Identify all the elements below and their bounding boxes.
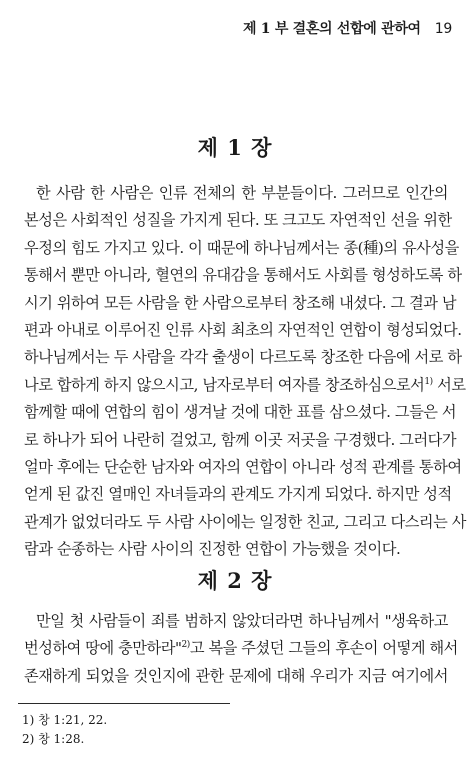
text-line: 하나님께서는 두 사람을 각각 출생이 다르도록 창조한 다음에 서로 하 — [24, 348, 462, 367]
chapter-2-title: 제 2 장 — [197, 568, 273, 593]
text-line: 얻게 된 값진 열매인 자녀들과의 관계도 가지게 되었다. 하지만 성적 — [24, 485, 452, 504]
text-line: 편과 아내로 이루어진 인류 사회 최초의 자연적인 연합이 형성되었다. — [24, 320, 462, 339]
text-line: 함께할 때에 연합의 힘이 생겨날 것에 대한 표를 삼으셨다. 그들은 서 — [24, 403, 457, 422]
chapter-1-paragraph — [24, 180, 466, 563]
text-line: 관계가 없었더라도 두 사람 사이에는 일정한 친교, 그리고 다스리는 사 — [24, 512, 466, 531]
text-line-with-footnote — [24, 635, 458, 662]
text-line-with-footnote — [24, 372, 466, 399]
text-line: 로 하나가 되어 나란히 걸었고, 함께 이곳 저곳을 구경했다. 그러다가 — [24, 430, 457, 449]
running-header-title: 제 1 부 결혼의 선합에 관하여 — [243, 21, 421, 37]
text-line: 존재하게 되었을 것인지에 관한 문제에 대해 우리가 지금 여기에서 — [24, 666, 448, 685]
footnote-1: 1) 창 1:21, 22. — [22, 713, 108, 727]
text-line: 본성은 사회적인 성질을 가지게 된다. 또 크고도 자연적인 선을 위한 — [24, 211, 452, 230]
page-number: 19 — [434, 21, 452, 37]
text-line: 만일 첫 사람들이 죄를 범하지 않았더라면 하나님께서 "생육하고 — [36, 612, 448, 630]
text-line: 시기 위하여 모든 사람을 한 사람으로부터 창조해 내셨다. 그 결과 남 — [24, 293, 457, 312]
text-line: 통해서 뿐만 아니라, 혈연의 유대감을 통해서도 사회를 형성하도록 하 — [24, 266, 462, 285]
footnotes — [22, 711, 107, 749]
chapter-2-paragraph — [24, 608, 458, 690]
chapter-1-title: 제 1 장 — [197, 135, 273, 160]
footnote-ref-1: 1) — [424, 376, 433, 387]
text-segment: 번성하여 땅에 충만하라" — [24, 639, 182, 658]
text-line: 우정의 힘도 가지고 있다. 이 때문에 하나님께서는 종(種)의 유사성을 — [24, 238, 459, 257]
text-segment: 서로 — [432, 375, 466, 394]
footnote-divider — [18, 703, 230, 704]
text-line: 람과 순종하는 사람 사이의 진정한 연합이 가능했을 것이다. — [24, 540, 401, 559]
text-line: 한 사람 한 사람은 인류 전체의 한 부분들이다. 그러므로 인간의 — [36, 184, 448, 202]
text-segment: 고 복을 주셨던 그들의 후손이 어떻게 해서 — [189, 639, 458, 658]
footnote-ref-2: 2) — [181, 640, 190, 651]
footnote-2: 2) 창 1:28. — [22, 732, 85, 746]
text-line: 얼마 후에는 단순한 남자와 여자의 연합이 아니라 성적 관계를 통하여 — [24, 457, 462, 476]
running-header — [243, 18, 452, 38]
text-segment: 나로 합하게 하지 않으시고, 남자로부터 여자를 창조하심으로서 — [24, 375, 425, 394]
